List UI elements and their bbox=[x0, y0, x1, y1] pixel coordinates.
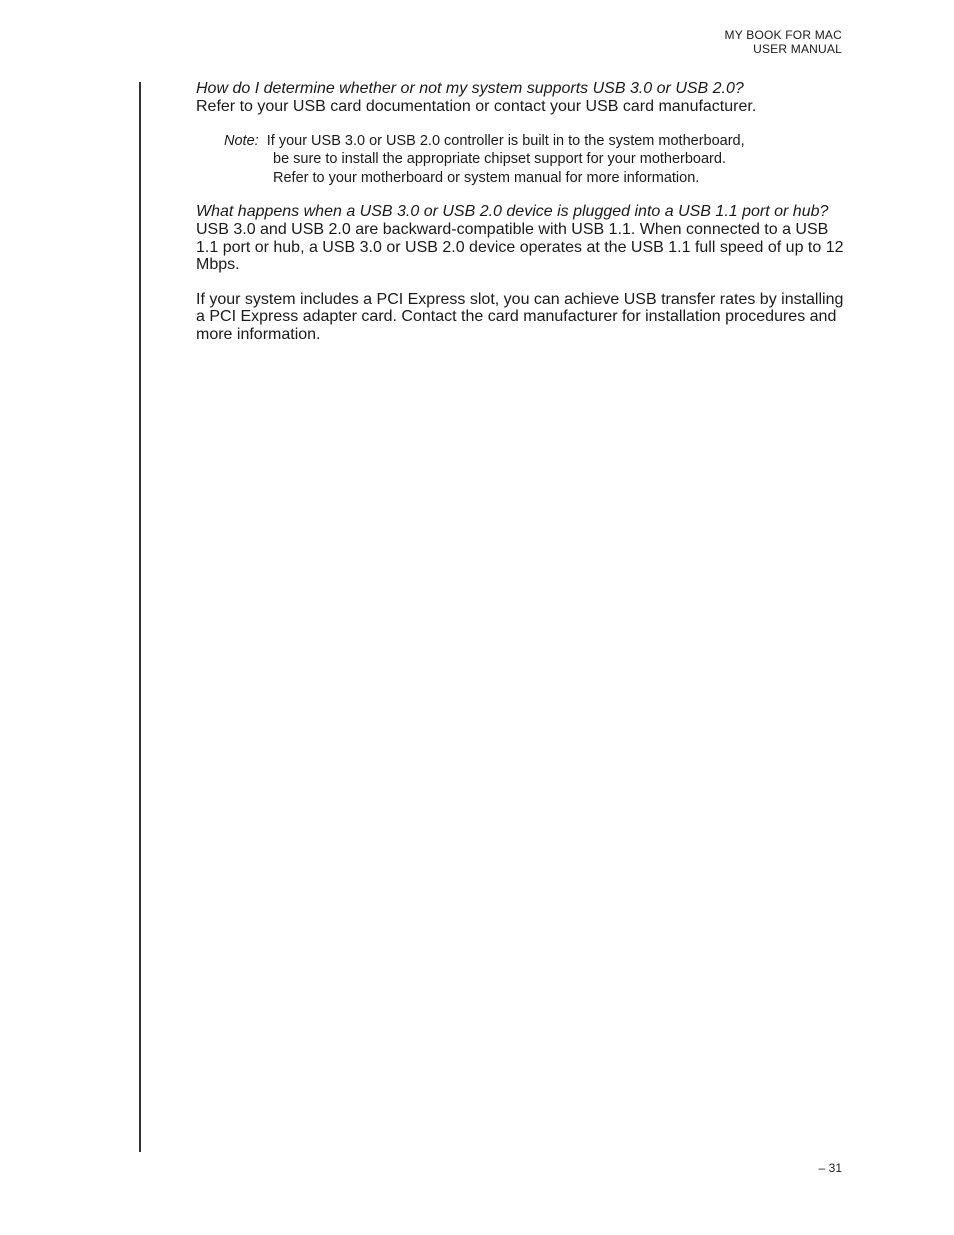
faq-question-2: What happens when a USB 3.0 or USB 2.0 device is plugged into a USB 1.1 port or hub? bbox=[196, 203, 829, 220]
margin-rule bbox=[139, 82, 141, 1152]
note-block bbox=[224, 132, 846, 188]
faq-answer-1: Refer to your USB card documentation or contact your USB card manufacturer. bbox=[196, 98, 757, 115]
running-header bbox=[725, 28, 842, 56]
note-text-line-2: be sure to install the appropriate chipset support for your motherboard. bbox=[273, 151, 726, 167]
note-label: Note: bbox=[224, 132, 259, 149]
note-first-line bbox=[224, 132, 846, 151]
faq-answer-2: USB 3.0 and USB 2.0 are backward-compatible with USB 1.1. When connected to a USB 1.1 port or hub, a USB 3.0 or USB 2.0 device operates at the USB 1.1 full speed of up to 12 Mbps. bbox=[196, 221, 844, 273]
note-text-line-3: Refer to your motherboard or system manual for more information. bbox=[273, 169, 700, 186]
header-document-type: USER MANUAL bbox=[753, 42, 842, 56]
note-text-line-1: If your USB 3.0 or USB 2.0 controller is built in to the system motherboard, bbox=[266, 132, 745, 149]
faq-question-1: How do I determine whether or not my system supports USB 3.0 or USB 2.0? bbox=[196, 80, 744, 97]
faq-answer-2-paragraph-2: If your system includes a PCI Express slot, you can achieve USB transfer rates by installing a PCI Express adapter card. Contact the card manufacturer for installation procedures and more information. bbox=[196, 290, 844, 343]
page-number: – 31 bbox=[818, 1161, 842, 1175]
header-product-name: MY BOOK FOR MAC bbox=[724, 28, 842, 42]
page-body bbox=[196, 80, 846, 343]
